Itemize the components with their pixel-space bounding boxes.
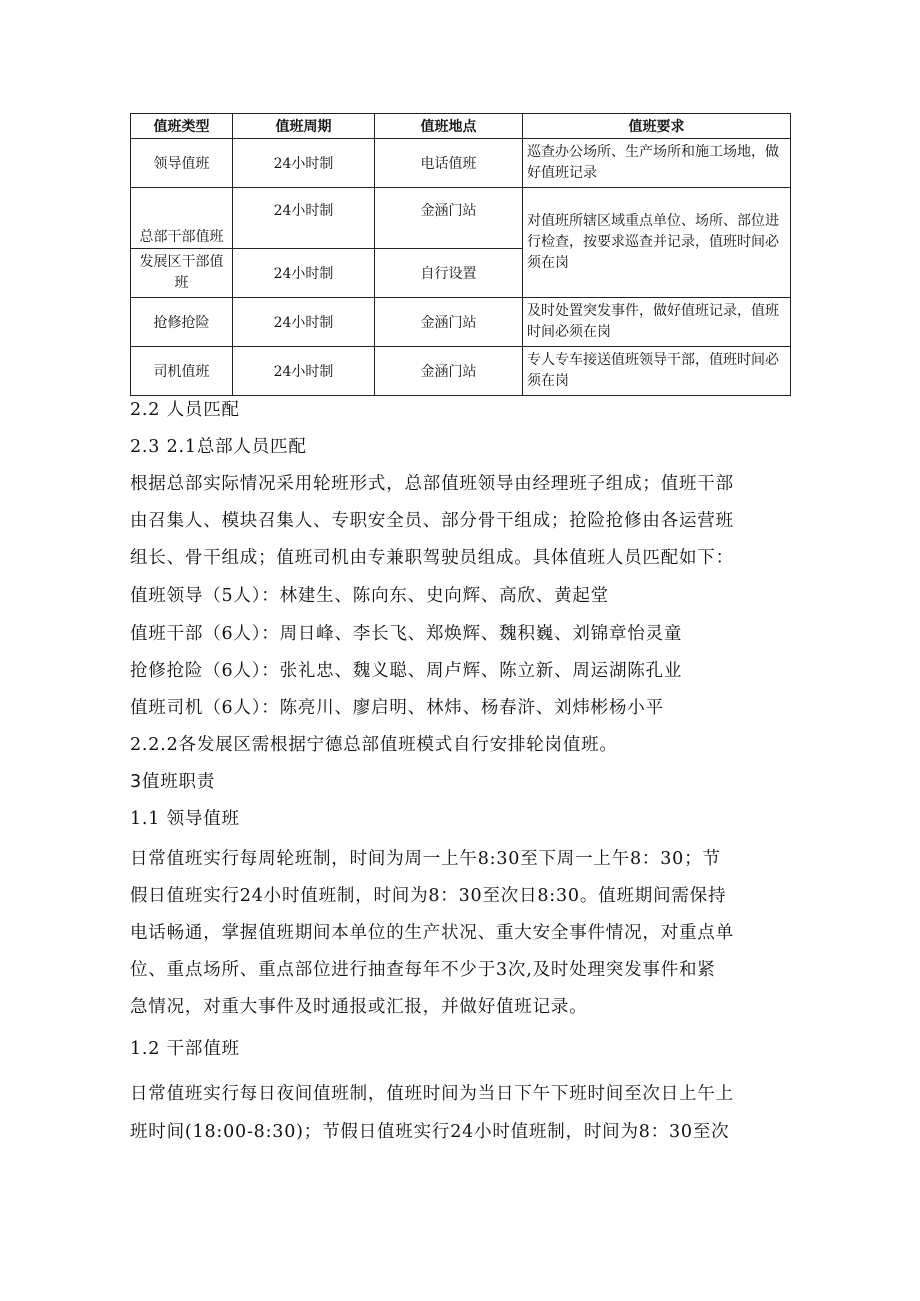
header-duty-requirement: 值班要求 <box>523 114 791 139</box>
section-2-2-2-line: 2.2.2各发展区需根据宁德总部值班模式自行安排轮岗值班。 <box>130 735 618 755</box>
paragraph-line: 日常值班实行每周轮班制，时间为周一上午8:30至下周一上午8：30；节 <box>130 849 721 869</box>
cell-place: 金涵门站 <box>375 188 523 249</box>
cell-requirement: 及时处置突发事件，做好值班记录，值班时间必须在岗 <box>523 298 791 347</box>
cell-cycle: 24小时制 <box>233 188 375 249</box>
heading-2-2: 2.2 人员匹配 <box>130 400 240 420</box>
table-row <box>131 347 791 396</box>
heading-3: 3值班职责 <box>130 772 216 792</box>
header-duty-type: 值班类型 <box>131 114 233 139</box>
paragraph-line: 急情况，对重大事件及时通报或汇报，并做好值班记录。 <box>130 997 588 1017</box>
cell-type: 抢修抢险 <box>131 298 233 347</box>
cell-cycle: 24小时制 <box>233 298 375 347</box>
staff-cadre-line: 值班干部（6人）：周日峰、李长飞、郑焕辉、魏积巍、刘锦章怡灵童 <box>130 624 683 644</box>
heading-2-3: 2.3 2.1总部人员匹配 <box>130 437 307 457</box>
duty-schedule-table <box>130 113 791 396</box>
cell-cycle: 24小时制 <box>233 249 375 298</box>
cell-place: 自行设置 <box>375 249 523 298</box>
paragraph-line: 位、重点场所、重点部位进行抽查每年不少于3次,及时处理突发事件和紧 <box>130 960 716 980</box>
paragraph-line: 假日值班实行24小时值班制，时间为8：30至次日8:30。值班期间需保持 <box>130 886 727 906</box>
cell-place: 金涵门站 <box>375 347 523 396</box>
table-row <box>131 298 791 347</box>
cell-type: 发展区干部值班 <box>131 249 233 298</box>
header-duty-cycle: 值班周期 <box>233 114 375 139</box>
paragraph-line: 日常值班实行每日夜间值班制，值班时间为当日下午下班时间至次日上午上 <box>130 1084 734 1104</box>
header-duty-place: 值班地点 <box>375 114 523 139</box>
heading-1-1: 1.1 领导值班 <box>130 809 240 829</box>
cell-requirement: 巡查办公场所、生产场所和施工场地，做好值班记录 <box>523 139 791 188</box>
cell-cycle: 24小时制 <box>233 347 375 396</box>
table-header-row <box>131 114 791 139</box>
cell-requirement: 专人专车接送值班领导干部，值班时间必须在岗 <box>523 347 791 396</box>
table-row <box>131 188 791 249</box>
staff-driver-line: 值班司机（6人）：陈亮川、廖启明、林炜、杨春浒、刘炜彬杨小平 <box>130 698 664 718</box>
cell-type: 司机值班 <box>131 347 233 396</box>
cell-type: 总部干部值班 <box>131 188 233 249</box>
staff-repair-line: 抢修抢险（6人）：张礼忠、魏义聪、周卢辉、陈立新、周运湖陈孔业 <box>130 661 683 681</box>
cell-requirement: 对值班所辖区域重点单位、场所、部位进行检查，按要求巡查并记录，值班时间必须在岗 <box>523 188 791 298</box>
cell-place: 金涵门站 <box>375 298 523 347</box>
paragraph-line: 根据总部实际情况采用轮班形式，总部值班领导由经理班子组成；值班干部 <box>130 474 734 494</box>
staff-leader-line: 值班领导（5人）：林建生、陈向东、史向辉、高欣、黄起堂 <box>130 586 609 606</box>
paragraph-line: 由召集人、模块召集人、专职安全员、部分骨干组成；抢险抢修由各运营班 <box>130 511 734 531</box>
cell-place: 电话值班 <box>375 139 523 188</box>
heading-1-2: 1.2 干部值班 <box>130 1039 240 1059</box>
paragraph-line: 电话畅通，掌握值班期间本单位的生产状况、重大安全事件情况，对重点单 <box>130 923 734 943</box>
cell-type: 领导值班 <box>131 139 233 188</box>
table-row <box>131 139 791 188</box>
paragraph-line: 组长、骨干组成；值班司机由专兼职驾驶员组成。具体值班人员匹配如下： <box>130 548 734 568</box>
paragraph-line: 班时间(18:00-8:30)；节假日值班实行24小时值班制，时间为8：30至次 <box>130 1122 730 1142</box>
cell-cycle: 24小时制 <box>233 139 375 188</box>
